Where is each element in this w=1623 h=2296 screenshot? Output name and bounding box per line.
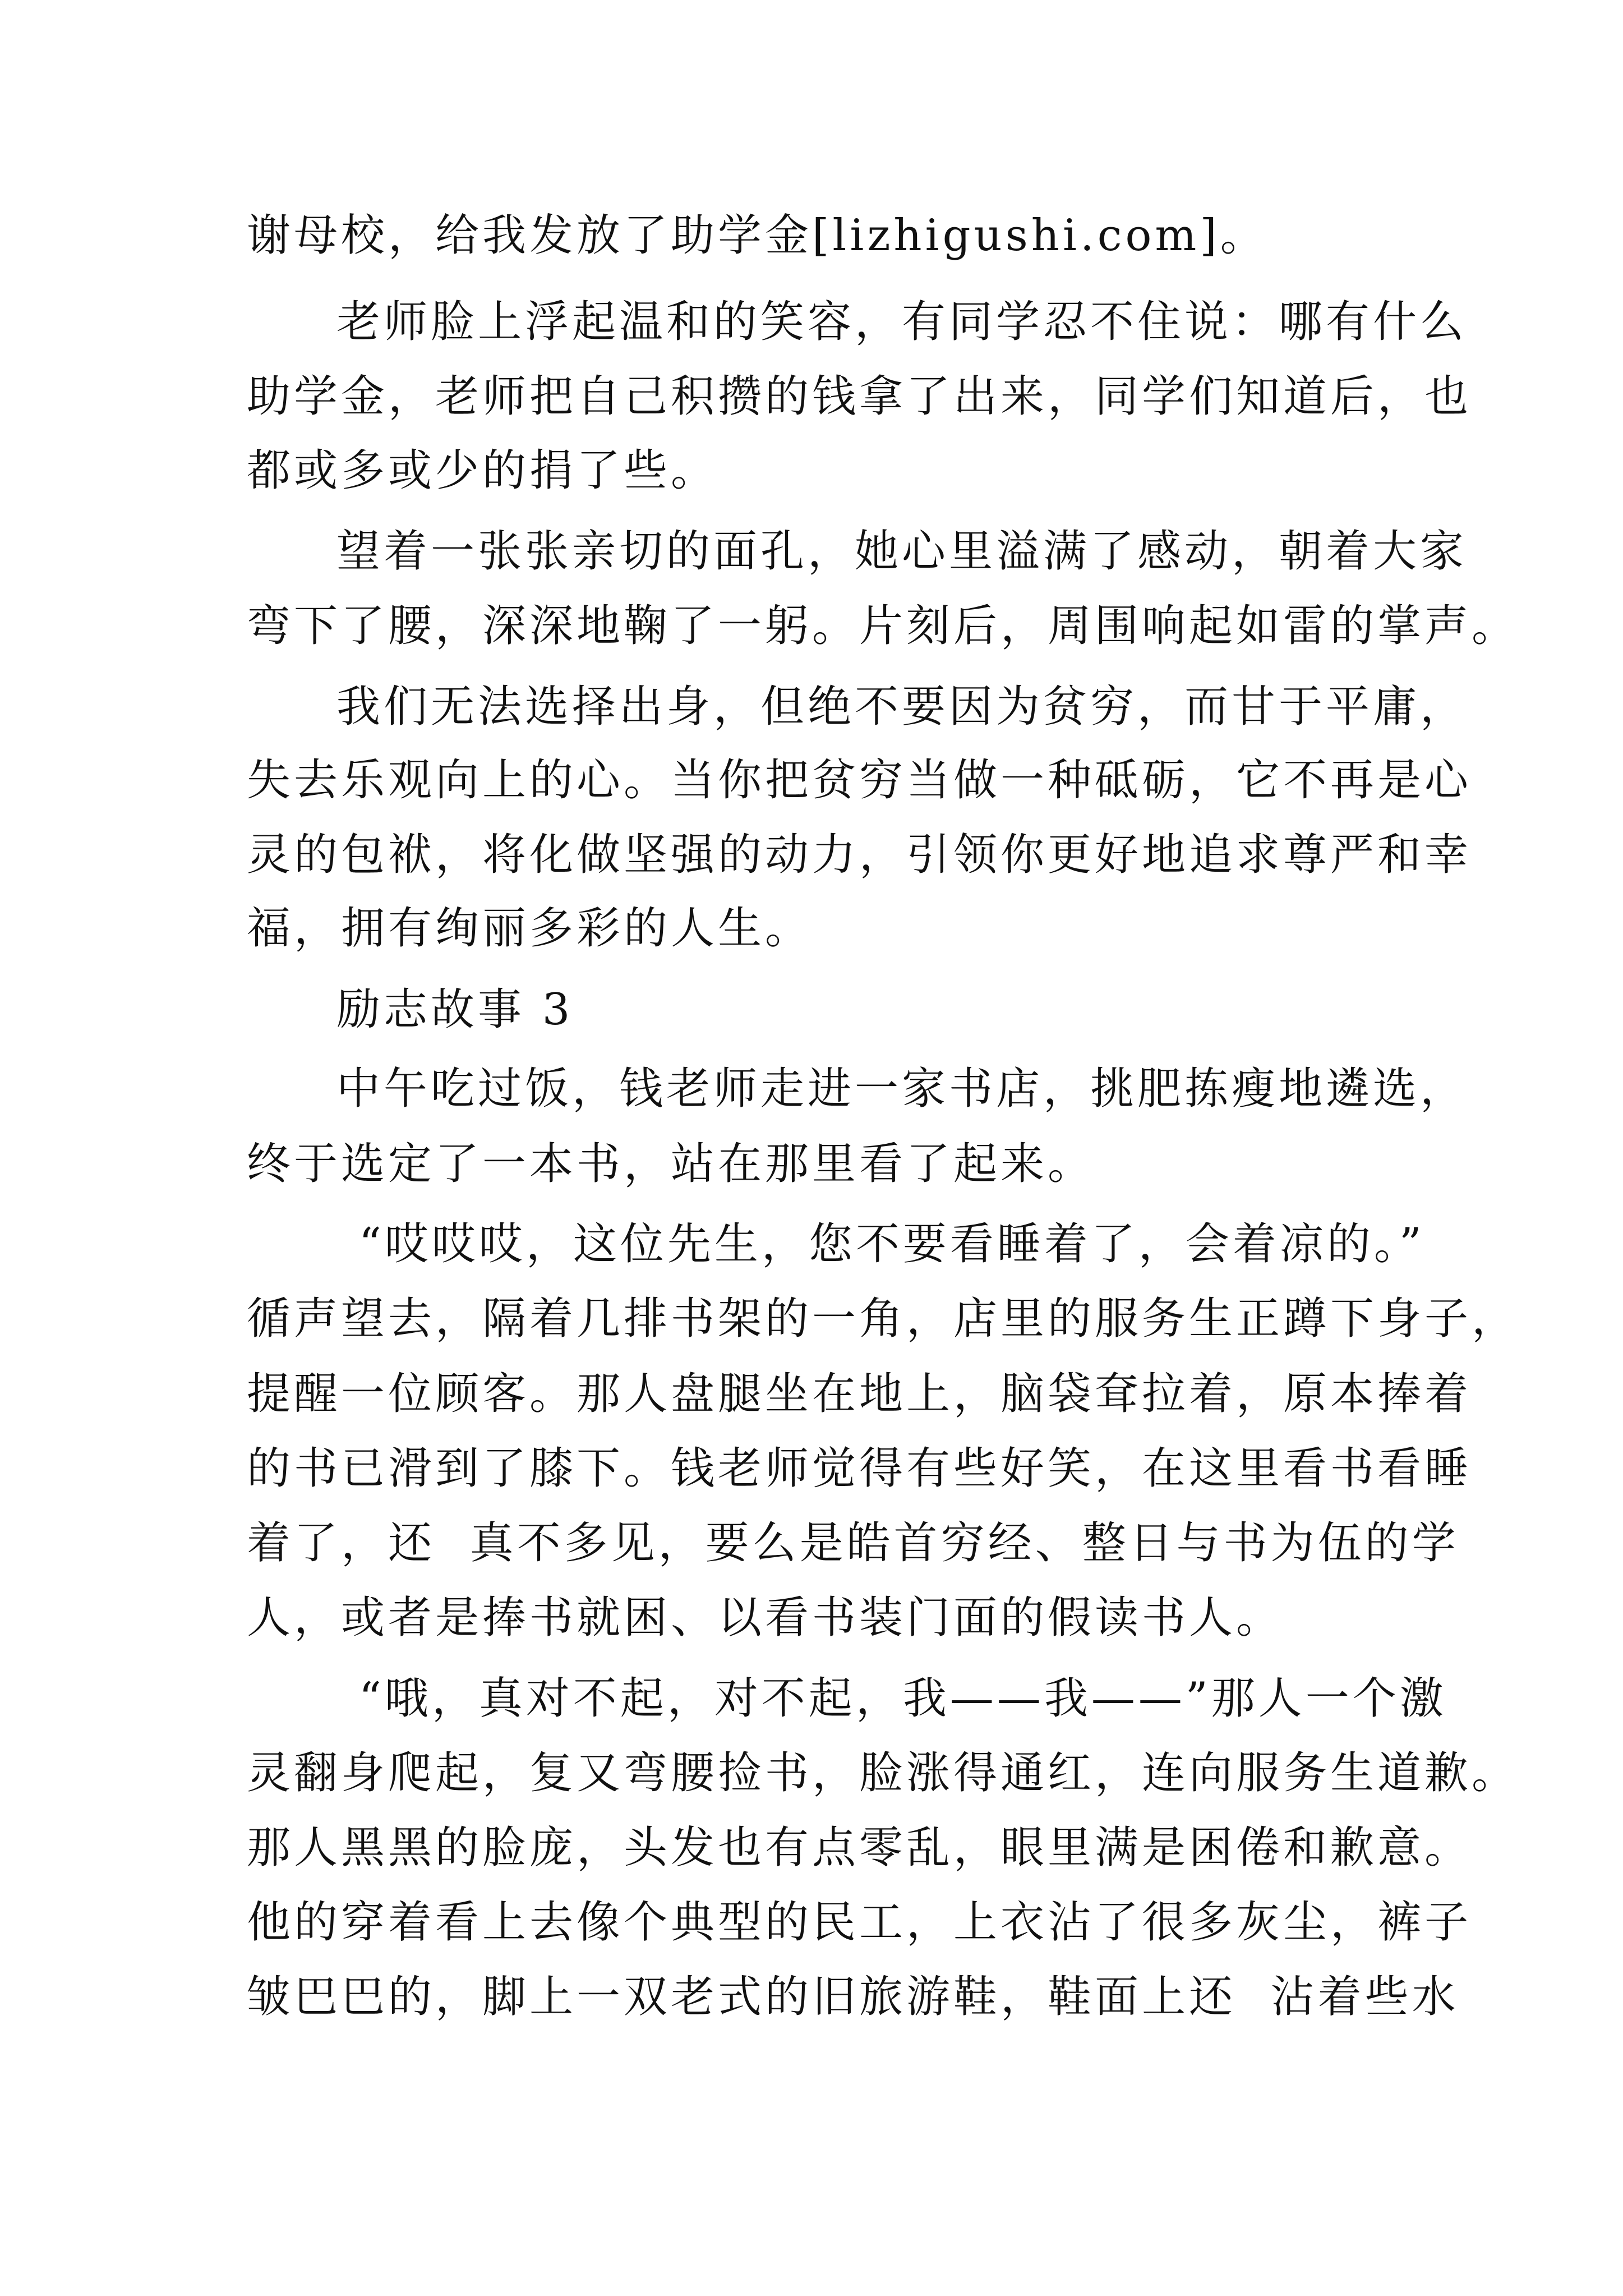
text-line: 弯下了腰，深深地鞠了一躬。片刻后，周围响起如雷的掌声。 <box>247 601 1519 651</box>
text-line: 那人黑黑的脸庞，头发也有点零乱，眼里满是困倦和歉意。 <box>247 1823 1472 1873</box>
section-heading: 励志故事 3 <box>336 984 574 1035</box>
text-line: 都或多或少的捐了些。 <box>247 445 718 496</box>
text-line: 灵的包袱，将化做坚强的动力，引领你更好地追求尊严和幸 <box>247 830 1472 880</box>
text-line: 中午吃过饭，钱老师走进一家书店，挑肥拣瘦地遴选， <box>336 1064 1468 1114</box>
text-line: 失去乐观向上的心。当你把贫穷当做一种砥砺，它不再是心 <box>247 755 1472 806</box>
text-line: 他的穿着看上去像个典型的民工，上衣沾了很多灰尘，裤子 <box>247 1897 1472 1948</box>
text-line: 提醒一位顾客。那人盘腿坐在地上，脑袋耷拉着，原本捧着 <box>247 1369 1472 1419</box>
text-line: 循声望去，隔着几排书架的一角，店里的服务生正蹲下身子， <box>247 1294 1519 1344</box>
text-line: 福，拥有绚丽多彩的人生。 <box>247 903 813 954</box>
text-line: 谢母校，给我发放了助学金[lizhigushi.com]。 <box>247 210 1267 261</box>
text-line: 终于选定了一本书，站在那里看了起来。 <box>247 1139 1095 1189</box>
text-line: 我们无法选择出身，但绝不要因为贫穷，而甘于平庸， <box>336 682 1468 732</box>
text-line: 望着一张张亲切的面孔，她心里溢满了感动，朝着大家 <box>336 526 1468 577</box>
text-line: 人，或者是捧书就困、以看书装门面的假读书人。 <box>247 1593 1284 1643</box>
text-line: 老师脸上浮起温和的笑容，有同学忍不住说：哪有什么 <box>336 297 1468 347</box>
text-line: “哎哎哎，这位先生，您不要看睡着了，会着凉的。” <box>359 1219 1425 1269</box>
text-line: 着了，还 真不多见，要么是皓首穷经、整日与书为伍的学 <box>247 1518 1459 1568</box>
text-line: 皱巴巴的，脚上一双老式的旧旅游鞋，鞋面上还 沾着些水 <box>247 1972 1459 2022</box>
text-line: 助学金，老师把自己积攒的钱拿了出来，同学们知道后，也 <box>247 371 1472 422</box>
text-line: “哦，真对不起，对不起，我——我——”那人一个激 <box>359 1673 1447 1724</box>
text-line: 的书已滑到了膝下。钱老师觉得有些好笑，在这里看书看睡 <box>247 1443 1472 1494</box>
text-line: 灵翻身爬起，复又弯腰捡书，脸涨得通红，连向服务生道歉。 <box>247 1748 1519 1798</box>
